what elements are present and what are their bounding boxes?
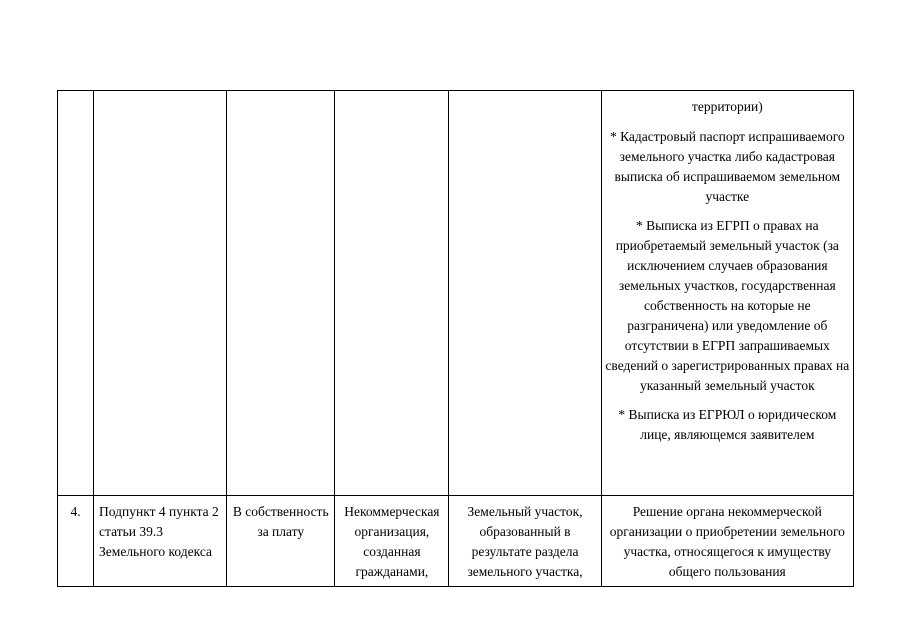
number-cell <box>58 91 94 496</box>
right-type: В собственность за плату <box>227 496 335 587</box>
document-item: * Выписка из ЕГРП о правах на приобретаемый земельный участок (за исключением случаев образования земельных участков, государственная собственность на которые не разграничена) или уведомление об отсутствии в ЕГРП запрашиваемых сведений о зарегистрированных правах на указанный земельный участок <box>605 218 850 393</box>
land-plot: Земельный участок, образованный в результате раздела земельного участка, <box>449 496 601 587</box>
documents-table <box>57 90 854 587</box>
basis-cell <box>94 91 227 496</box>
document-item: * Кадастровый паспорт испрашиваемого земельного участка либо кадастровая выписка об испрашиваемом земельном участке <box>609 129 845 204</box>
table-row <box>58 496 854 587</box>
document-item: территории) <box>691 99 763 114</box>
applicant-cell <box>335 91 449 496</box>
applicant: Некоммерческая организация, созданная гражданами, <box>335 496 449 587</box>
row-number: 4. <box>58 496 94 587</box>
table-row <box>58 91 854 496</box>
required-documents: Решение органа некоммерческой организации о приобретении земельного участка, относящегося к имуществу общего пользования <box>601 496 853 587</box>
document-item: * Выписка из ЕГРЮЛ о юридическом лице, являющемся заявителем <box>618 407 837 442</box>
legal-basis: Подпункт 4 пункта 2 статьи 39.3 Земельного кодекса <box>94 496 227 587</box>
land-plot-cell <box>449 91 601 496</box>
right-type-cell <box>227 91 335 496</box>
documents-cell <box>601 91 853 496</box>
